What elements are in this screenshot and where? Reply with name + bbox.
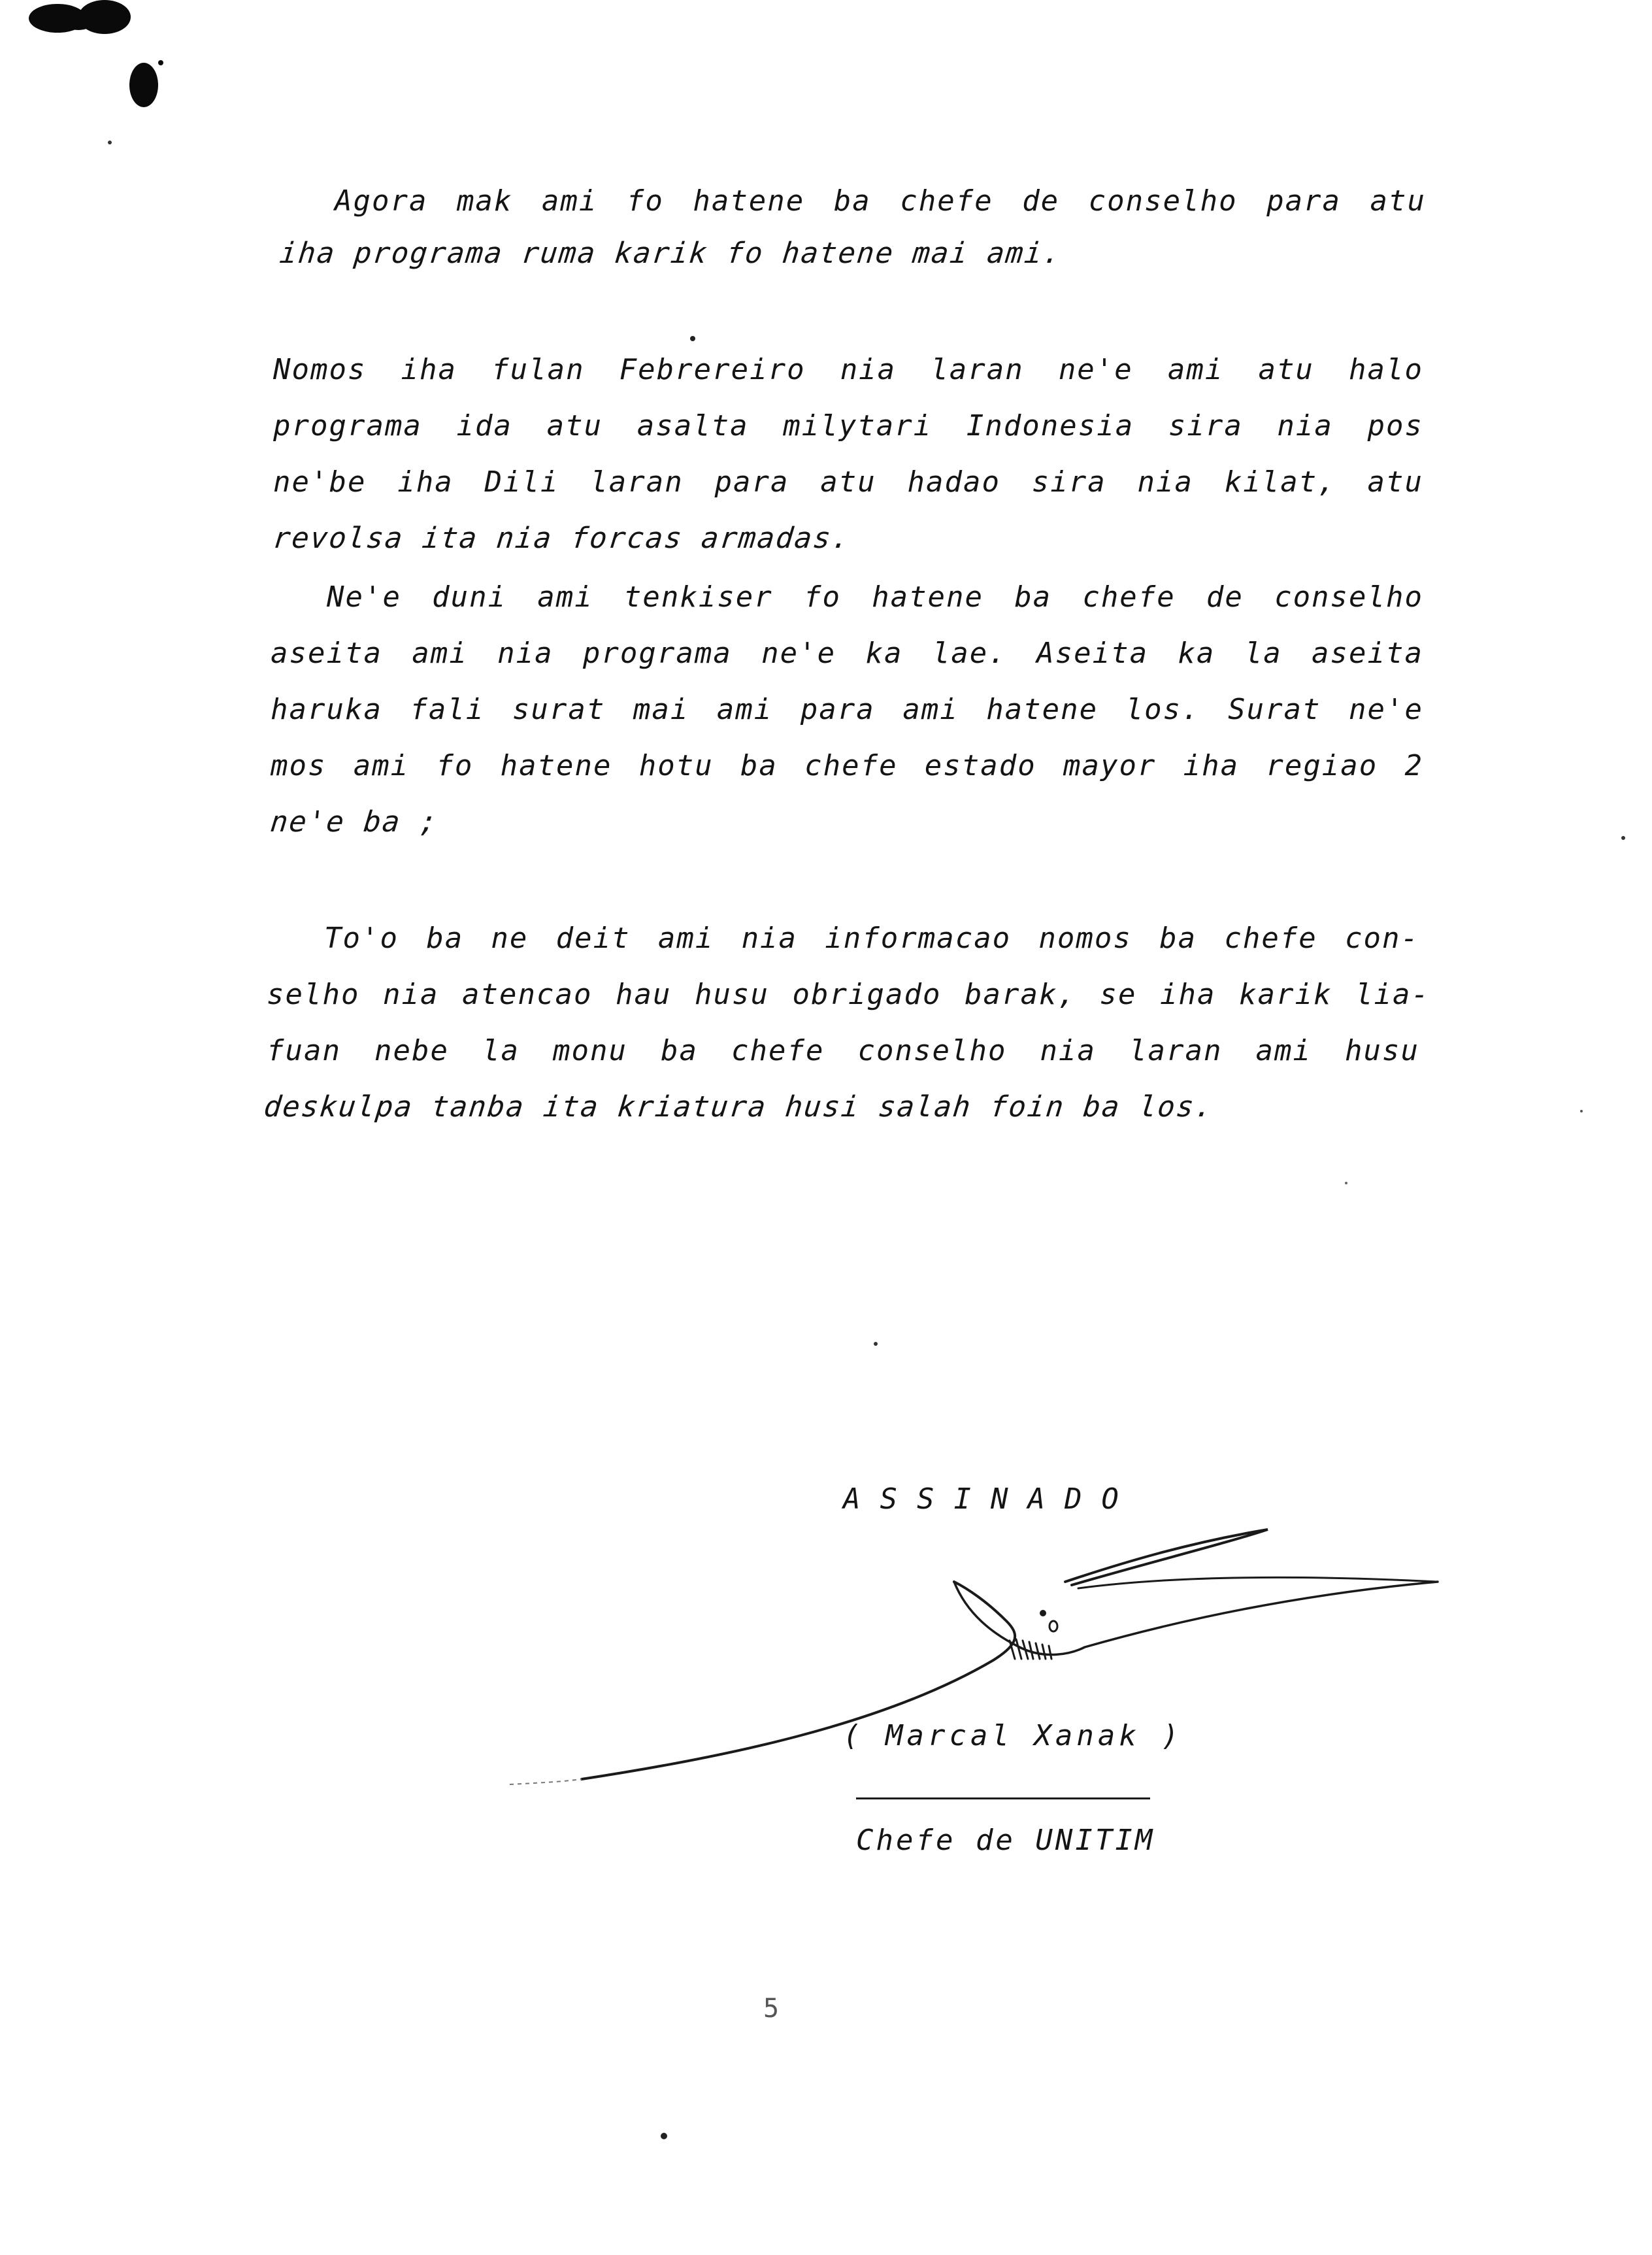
paragraph-3-line-2: aseita ami nia programa ne'e ka lae. Aseita ka la aseita xyxy=(271,637,1423,670)
paragraph-2-line-1: Nomos iha fulan Febrereiro nia laran ne'e ami atu halo xyxy=(273,353,1423,386)
assinado-label: ASSINADO xyxy=(843,1482,1138,1516)
paragraph-1-line-1: Agora mak ami fo hatene ba chefe de conselho para atu xyxy=(335,184,1426,218)
signatory-name: ( Marcal Xanak ) xyxy=(843,1719,1183,1752)
page-number: 5 xyxy=(763,1994,780,2024)
paragraph-1-line-2: iha programa ruma karik fo hatene mai ami. xyxy=(278,237,1064,270)
signatory-title: Chefe de UNITIM xyxy=(856,1824,1155,1857)
paragraph-4-line-4: deskulpa tanba ita kriatura husi salah foin ba los. xyxy=(262,1090,1215,1124)
paragraph-4-line-1: To'o ba ne deit ami nia informacao nomos ba chefe con- xyxy=(324,922,1419,955)
paragraph-2-line-2: programa ida atu asalta milytari Indonesia sira nia pos xyxy=(273,409,1423,443)
paragraph-3-line-1: Ne'e duni ami tenkiser fo hatene ba chefe de conselho xyxy=(327,580,1423,614)
paragraph-2-line-4: revolsa ita nia forcas armadas. xyxy=(271,522,852,555)
paragraph-3-line-5: ne'e ba ; xyxy=(269,805,440,839)
paragraph-2-line-3: ne'be iha Dili laran para atu hadao sira nia kilat, atu xyxy=(273,465,1423,499)
paragraph-3-line-3: haruka fali surat mai ami para ami hatene los. Surat ne'e xyxy=(271,693,1423,726)
paragraph-3-line-4: mos ami fo hatene hotu ba chefe estado mayor iha regiao 2 xyxy=(271,749,1423,782)
paragraph-4-line-2: selho nia atencao hau husu obrigado barak, se iha karik lia- xyxy=(267,978,1430,1011)
paragraph-4-line-3: fuan nebe la monu ba chefe conselho nia laran ami husu xyxy=(267,1034,1419,1067)
